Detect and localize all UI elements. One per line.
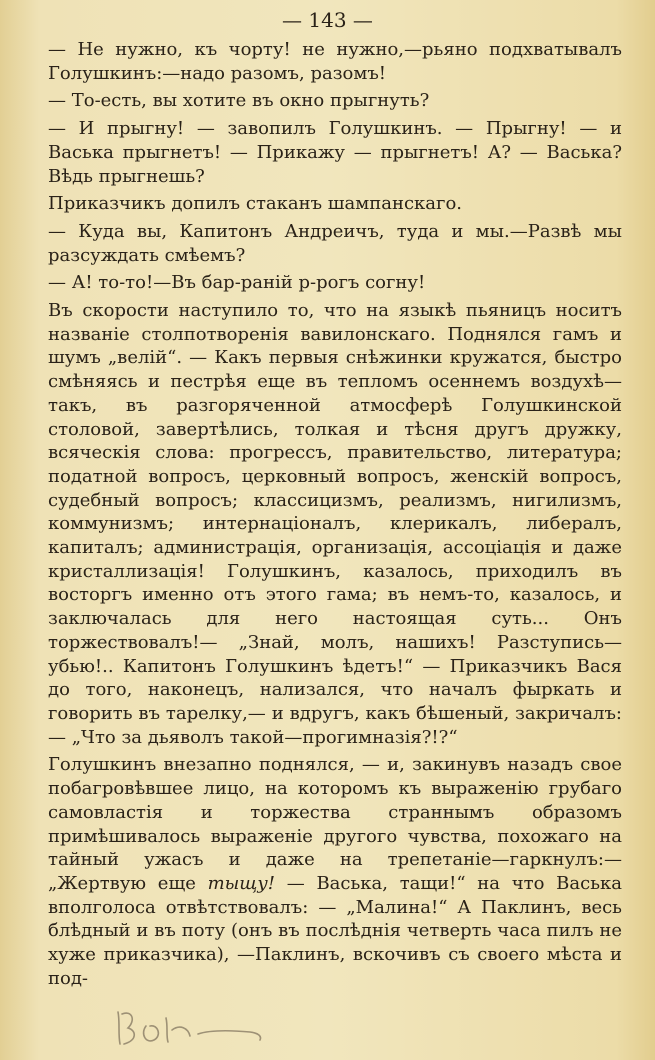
paragraph-7: Въ скорости наступило то, что на языкѣ пьяницъ носитъ названіе столпотворенія вавилонскаго. Поднялся гамъ и шумъ „велій“. — Какъ первыя снѣжинки кружатся, быстро смѣняясь и пестрѣя еще въ тепломъ осеннемъ воздухѣ—такъ, въ разгоряченной атмосферѣ Голушкинской столовой, завертѣлись, толкая и тѣсня другъ дружку, всяческія слова: прогрессъ, правительство, литература; податной вопросъ, церковный вопросъ, женскій вопросъ, судебный вопросъ; классицизмъ, реализмъ, нигилизмъ, коммунизмъ; интернаціоналъ, клерикалъ, либералъ, капиталъ; администрація, организація, ассоціація и даже кристаллизація! Голушкинъ, казалось, приходилъ въ восторгъ именно отъ этого гама; въ немъ-то, казалось, и заключалась для него настоящая суть... Онъ торжествовалъ!— „Знай, молъ, нашихъ! Разступись—убью!.. Капитонъ Голушкинъ ѣдетъ!“ — Приказчикъ Вася до того, наконецъ, нализался, что началъ фыркать и говорить въ тарелку,— и вдругъ, какъ бѣшеный, закричалъ: — „Что за дьяволъ такой—прогимназія?!?“ [48,300,622,748]
paragraph-8-emphasis: тыщу! [207,872,275,894]
paragraph-8-end: — Васька, тащи!“ на что Васька вполголоса отвѣтствовалъ: — „Малина!“ А Паклинъ, весь блѣдный и въ поту (онъ въ послѣднія четверть часа пилъ не хуже приказчика), —Паклинъ, вскочивъ съ своего мѣста и под- [48,872,622,989]
paragraph-6: — А! то-то!—Въ бар-раній р-рогъ согну! [48,272,426,294]
paragraph-8 [48,753,622,990]
paragraph-1: — Не нужно, къ чорту! не нужно,—рьяно подхватывалъ Голушкинъ:—надо разомъ, разомъ! [48,39,622,84]
handwritten-mark [110,1000,270,1050]
paragraph-5: — Куда вы, Капитонъ Андреичъ, туда и мы.—Развѣ мы разсуждать смѣемъ? [48,220,622,266]
body-text [48,38,622,990]
paragraph-4: Приказчикъ допилъ стаканъ шампанскаго. [48,193,463,215]
paragraph-8-start: Голушкинъ внезапно поднялся, — и, закинувъ назадъ свое побагровѣвшее лицо, на которомъ къ выраженію грубаго самовластія и торжества страннымъ образомъ примѣшивалось выраженіе другого чувства, похожаго на тайный ужасъ и даже на трепетаніе—гаркнулъ:— „Жертвую еще [48,754,622,894]
paragraph-3: — И прыгну! — завопилъ Голушкинъ. — Прыгну! — и Васька прыгнетъ! — Прикажу — прыгнетъ! А? — Васька? Вѣдь прыгнешь? [48,118,622,187]
paragraph-2: — То-есть, вы хотите въ окно прыгнуть? [48,90,430,112]
page-number: — 143 — [282,8,373,32]
